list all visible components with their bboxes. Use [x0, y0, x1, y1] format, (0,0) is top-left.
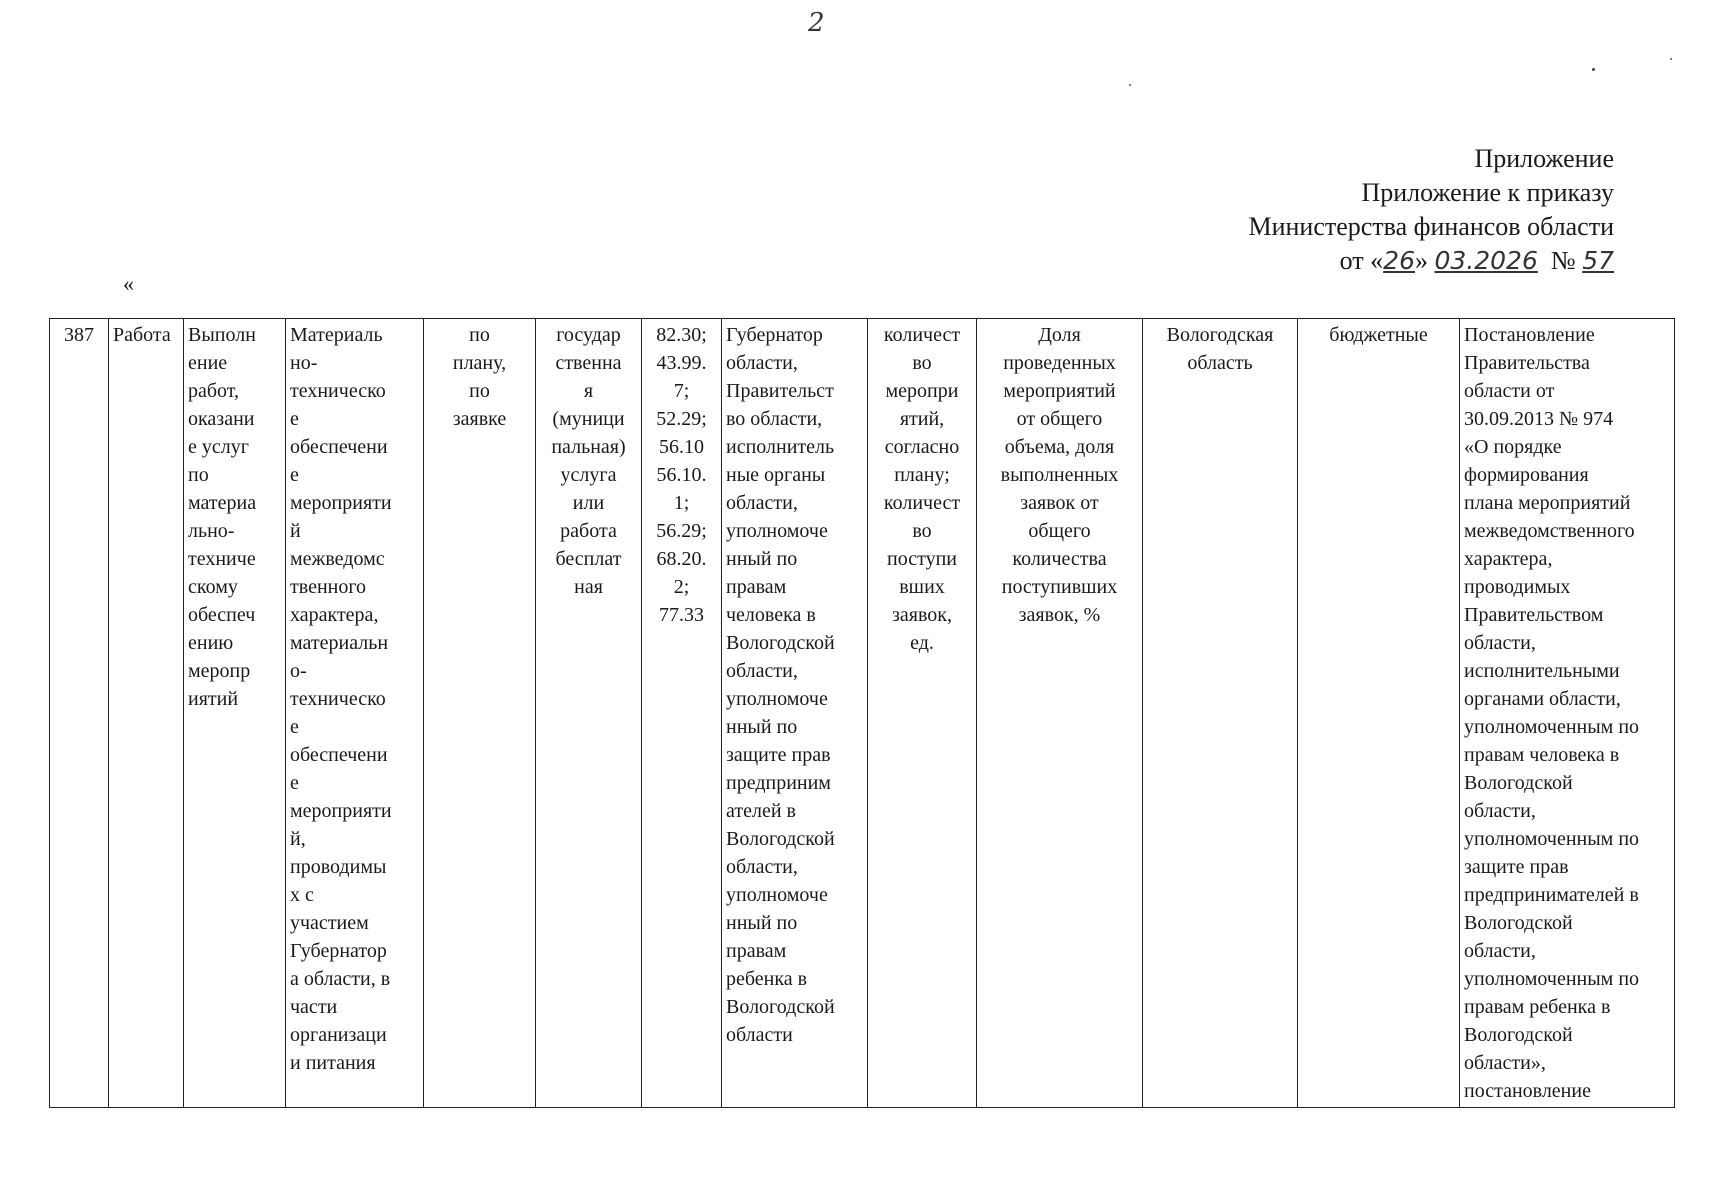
cell-basis: бюджетные: [1298, 319, 1460, 1108]
open-quote: «: [123, 271, 134, 296]
cell-quality-indicator: Доля проведенных мероприятий от общего объема, доля выполненных заявок от общего количества поступивших заявок, %: [977, 319, 1143, 1108]
cell-conditions: по плану, по заявке: [424, 319, 536, 1108]
services-table: [49, 318, 1675, 1108]
order-number-label: №: [1550, 246, 1576, 275]
cell-territory: Вологодская область: [1143, 319, 1298, 1108]
cell-number: 387: [50, 319, 109, 1108]
cell-content: Материаль но- техническо е обеспечени е мероприяти й межведомс твенного характера, материальн о- техническо е обеспечени е мероприяти й, проводимы х с участием Губернатор а области, в части организаци и питания: [286, 319, 424, 1108]
cell-okved: 82.30; 43.99. 7; 52.29; 56.10 56.10. 1; 56.29; 68.20. 2; 77.33: [642, 319, 722, 1108]
page-number: 2: [808, 8, 825, 38]
scan-speck: [1592, 68, 1595, 71]
order-day: 26: [1383, 246, 1415, 275]
appendix-subtitle: Приложение к приказу: [1361, 178, 1614, 207]
table-row: [50, 319, 1675, 1108]
cell-consumers: Губернатор области, Правительст во области, исполнитель ные органы области, уполномоче нный по правам человека в Вологодской области, уполномоче нный по защите прав предприним ателей в Вологодской области, уполномоче нный по правам ребенка в Вологодской области: [722, 319, 868, 1108]
scan-speck: [1670, 58, 1672, 60]
order-mid: »: [1414, 246, 1428, 275]
order-date: 03.2026: [1434, 246, 1538, 275]
cell-name: Выполн ение работ, оказани е услуг по материа льно- техниче скому обеспеч ению меропр иятий: [184, 319, 286, 1108]
scan-speck: [1129, 84, 1131, 86]
ministry-name: Министерства финансов области: [1248, 212, 1614, 241]
cell-volume-indicator: количест во меропри ятий, согласно плану; количест во поступи вших заявок, ед.: [868, 319, 977, 1108]
cell-legal-acts: Постановление Правительства области от 30.09.2013 № 974 «О порядке формирования плана мероприятий межведомственного характера, проводимых Правительством области, исполнительными органами области, уполномоченным по правам человека в Вологодской области, уполномоченным по защите прав предпринимателей в Вологодской области, уполномоченным по правам ребенка в Вологодской области», постановление: [1460, 319, 1675, 1108]
appendix-title: Приложение: [1474, 144, 1614, 173]
appendix-header: [1248, 142, 1614, 278]
cell-type: Работа: [109, 319, 184, 1108]
cell-kind: государ ственна я (муници пальная) услуга или работа бесплат ная: [536, 319, 642, 1108]
order-prefix: от «: [1339, 246, 1384, 275]
order-number: 57: [1582, 246, 1614, 275]
order-line: [1248, 244, 1614, 278]
